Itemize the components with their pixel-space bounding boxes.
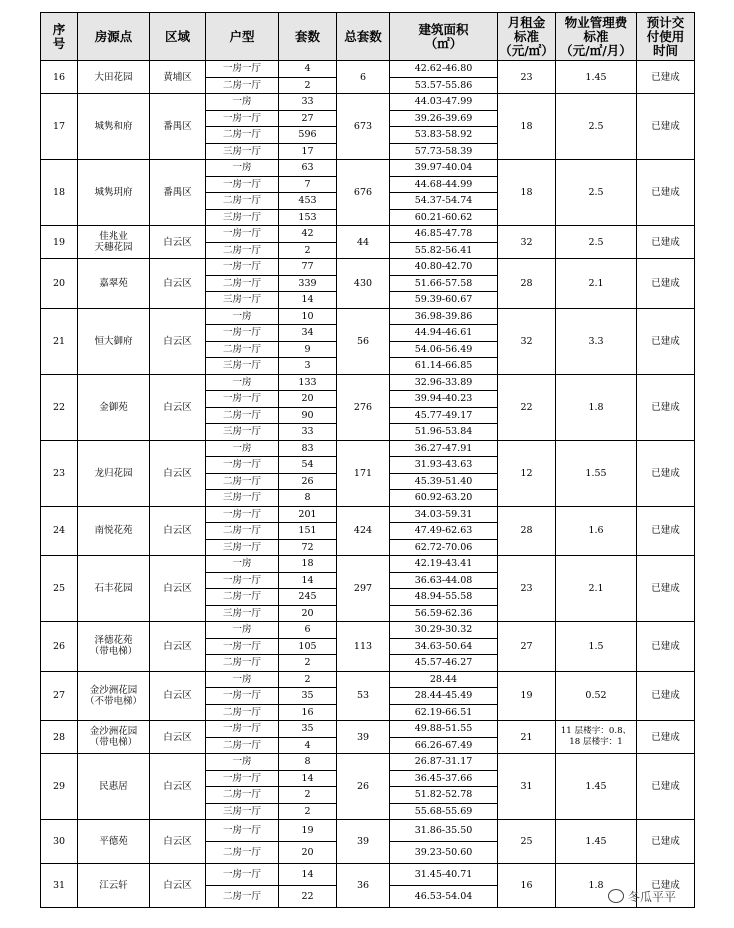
cell-area: 56.59-62.36 xyxy=(390,605,498,622)
cell-district: 番禺区 xyxy=(150,94,206,160)
cell-delivery: 已建成 xyxy=(637,259,695,309)
cell-total: 676 xyxy=(337,160,390,226)
cell-unit-type: 三房一厅 xyxy=(206,292,279,309)
cell-unit-count: 19 xyxy=(279,820,337,842)
cell-unit-count: 2 xyxy=(279,77,337,94)
cell-district: 白云区 xyxy=(150,820,206,864)
column-header: 月租金 标准 （元/㎡） xyxy=(498,13,556,61)
cell-unit-count: 20 xyxy=(279,605,337,622)
cell-unit-type: 一房 xyxy=(206,308,279,325)
column-header: 物业管理费 标准 （元/㎡/月） xyxy=(556,13,637,61)
cell-district: 白云区 xyxy=(150,721,206,754)
cell-no: 24 xyxy=(41,506,78,556)
cell-unit-type: 一房一厅 xyxy=(206,391,279,408)
cell-area: 49.88-51.55 xyxy=(390,721,498,738)
cell-unit-count: 2 xyxy=(279,787,337,804)
column-header: 总套数 xyxy=(337,13,390,61)
cell-area: 60.21-60.62 xyxy=(390,209,498,226)
table-row xyxy=(41,226,695,243)
cell-no: 18 xyxy=(41,160,78,226)
cell-area: 53.57-55.86 xyxy=(390,77,498,94)
cell-unit-type: 二房一厅 xyxy=(206,886,279,908)
cell-unit-count: 4 xyxy=(279,737,337,754)
cell-unit-count: 2 xyxy=(279,671,337,688)
cell-district: 白云区 xyxy=(150,506,206,556)
cell-fee: 2.1 xyxy=(556,556,637,622)
cell-unit-count: 2 xyxy=(279,242,337,259)
cell-district: 白云区 xyxy=(150,374,206,440)
cell-rent: 27 xyxy=(498,622,556,672)
cell-total: 171 xyxy=(337,440,390,506)
cell-delivery: 已建成 xyxy=(637,721,695,754)
cell-unit-count: 151 xyxy=(279,523,337,540)
cell-rent: 28 xyxy=(498,506,556,556)
cell-area: 46.53-54.04 xyxy=(390,886,498,908)
cell-district: 白云区 xyxy=(150,308,206,374)
cell-unit-count: 14 xyxy=(279,864,337,886)
cell-delivery: 已建成 xyxy=(637,820,695,864)
cell-unit-count: 14 xyxy=(279,770,337,787)
cell-unit-count: 16 xyxy=(279,704,337,721)
cell-unit-type: 二房一厅 xyxy=(206,193,279,210)
cell-unit-type: 一房 xyxy=(206,556,279,573)
cell-area: 51.82-52.78 xyxy=(390,787,498,804)
cell-district: 白云区 xyxy=(150,671,206,721)
cell-name: 金沙洲花园 （带电梯） xyxy=(78,721,150,754)
cell-unit-type: 三房一厅 xyxy=(206,209,279,226)
table-row xyxy=(41,160,695,177)
cell-area: 31.45-40.71 xyxy=(390,864,498,886)
table-row xyxy=(41,754,695,771)
cell-area: 31.86-35.50 xyxy=(390,820,498,842)
cell-delivery: 已建成 xyxy=(637,374,695,440)
column-header: 套数 xyxy=(279,13,337,61)
cell-unit-count: 72 xyxy=(279,539,337,556)
cell-fee: 11 层楼宇：0.8、 18 层楼宇：1 xyxy=(556,721,637,754)
cell-unit-count: 201 xyxy=(279,506,337,523)
cell-total: 56 xyxy=(337,308,390,374)
cell-fee: 3.3 xyxy=(556,308,637,374)
cell-fee: 2.1 xyxy=(556,259,637,309)
cell-area: 62.19-66.51 xyxy=(390,704,498,721)
cell-unit-count: 6 xyxy=(279,622,337,639)
cell-rent: 12 xyxy=(498,440,556,506)
cell-district: 番禺区 xyxy=(150,160,206,226)
table-row xyxy=(41,374,695,391)
cell-name: 恒大御府 xyxy=(78,308,150,374)
cell-name: 金沙洲花园 （不带电梯） xyxy=(78,671,150,721)
cell-fee: 2.5 xyxy=(556,94,637,160)
cell-rent: 21 xyxy=(498,721,556,754)
cell-unit-type: 二房一厅 xyxy=(206,77,279,94)
cell-unit-count: 26 xyxy=(279,473,337,490)
cell-unit-count: 8 xyxy=(279,490,337,507)
cell-total: 26 xyxy=(337,754,390,820)
cell-unit-count: 17 xyxy=(279,143,337,160)
cell-no: 19 xyxy=(41,226,78,259)
cell-unit-count: 2 xyxy=(279,655,337,672)
cell-unit-type: 一房一厅 xyxy=(206,506,279,523)
cell-unit-type: 一房一厅 xyxy=(206,572,279,589)
cell-unit-count: 77 xyxy=(279,259,337,276)
cell-fee: 1.55 xyxy=(556,440,637,506)
cell-unit-count: 90 xyxy=(279,407,337,424)
cell-name: 江云轩 xyxy=(78,864,150,908)
cell-name: 石丰花园 xyxy=(78,556,150,622)
cell-no: 23 xyxy=(41,440,78,506)
cell-no: 21 xyxy=(41,308,78,374)
cell-unit-type: 一房 xyxy=(206,440,279,457)
cell-area: 55.82-56.41 xyxy=(390,242,498,259)
cell-name: 南悦花苑 xyxy=(78,506,150,556)
cell-district: 黄埔区 xyxy=(150,61,206,94)
table-row xyxy=(41,506,695,523)
cell-area: 36.98-39.86 xyxy=(390,308,498,325)
cell-area: 45.77-49.17 xyxy=(390,407,498,424)
cell-area: 34.63-50.64 xyxy=(390,638,498,655)
wechat-icon xyxy=(608,889,624,903)
cell-area: 42.19-43.41 xyxy=(390,556,498,573)
cell-no: 29 xyxy=(41,754,78,820)
cell-total: 424 xyxy=(337,506,390,556)
column-header: 区域 xyxy=(150,13,206,61)
cell-area: 48.94-55.58 xyxy=(390,589,498,606)
cell-area: 47.49-62.63 xyxy=(390,523,498,540)
cell-area: 26.87-31.17 xyxy=(390,754,498,771)
cell-area: 66.26-67.49 xyxy=(390,737,498,754)
table-row xyxy=(41,820,695,842)
cell-name: 民惠居 xyxy=(78,754,150,820)
cell-unit-type: 三房一厅 xyxy=(206,424,279,441)
cell-unit-count: 27 xyxy=(279,110,337,127)
cell-no: 26 xyxy=(41,622,78,672)
cell-area: 45.39-51.40 xyxy=(390,473,498,490)
cell-unit-type: 二房一厅 xyxy=(206,242,279,259)
cell-rent: 28 xyxy=(498,259,556,309)
cell-district: 白云区 xyxy=(150,259,206,309)
cell-district: 白云区 xyxy=(150,864,206,908)
cell-unit-type: 三房一厅 xyxy=(206,490,279,507)
cell-fee: 0.52 xyxy=(556,671,637,721)
cell-name: 嘉翠苑 xyxy=(78,259,150,309)
cell-no: 31 xyxy=(41,864,78,908)
cell-unit-type: 三房一厅 xyxy=(206,803,279,820)
cell-area: 36.27-47.91 xyxy=(390,440,498,457)
cell-rent: 18 xyxy=(498,160,556,226)
cell-name: 金御苑 xyxy=(78,374,150,440)
cell-area: 46.85-47.78 xyxy=(390,226,498,243)
cell-area: 32.96-33.89 xyxy=(390,374,498,391)
cell-unit-type: 一房 xyxy=(206,374,279,391)
cell-delivery: 已建成 xyxy=(637,440,695,506)
cell-unit-type: 三房一厅 xyxy=(206,605,279,622)
cell-name: 城隽和府 xyxy=(78,94,150,160)
cell-no: 25 xyxy=(41,556,78,622)
cell-unit-count: 453 xyxy=(279,193,337,210)
cell-no: 17 xyxy=(41,94,78,160)
cell-rent: 23 xyxy=(498,556,556,622)
cell-unit-count: 4 xyxy=(279,61,337,78)
cell-name: 大田花园 xyxy=(78,61,150,94)
cell-unit-count: 339 xyxy=(279,275,337,292)
cell-delivery: 已建成 xyxy=(637,94,695,160)
cell-fee: 1.45 xyxy=(556,820,637,864)
cell-delivery: 已建成 xyxy=(637,622,695,672)
cell-unit-type: 二房一厅 xyxy=(206,341,279,358)
cell-total: 6 xyxy=(337,61,390,94)
cell-unit-type: 二房一厅 xyxy=(206,655,279,672)
cell-unit-count: 133 xyxy=(279,374,337,391)
watermark xyxy=(608,888,676,905)
cell-unit-count: 14 xyxy=(279,292,337,309)
cell-area: 28.44 xyxy=(390,671,498,688)
cell-fee: 2.5 xyxy=(556,226,637,259)
watermark-text: 冬瓜平平 xyxy=(628,890,677,904)
cell-unit-type: 二房一厅 xyxy=(206,473,279,490)
cell-unit-type: 二房一厅 xyxy=(206,523,279,540)
cell-unit-type: 三房一厅 xyxy=(206,539,279,556)
cell-unit-count: 20 xyxy=(279,391,337,408)
cell-unit-count: 35 xyxy=(279,721,337,738)
cell-unit-type: 一房 xyxy=(206,160,279,177)
cell-unit-type: 一房一厅 xyxy=(206,864,279,886)
cell-unit-count: 35 xyxy=(279,688,337,705)
cell-delivery: 已建成 xyxy=(637,61,695,94)
cell-unit-count: 54 xyxy=(279,457,337,474)
cell-delivery: 已建成 xyxy=(637,671,695,721)
cell-fee: 1.6 xyxy=(556,506,637,556)
cell-area: 44.68-44.99 xyxy=(390,176,498,193)
cell-area: 39.94-40.23 xyxy=(390,391,498,408)
cell-unit-type: 二房一厅 xyxy=(206,842,279,864)
table-row xyxy=(41,308,695,325)
cell-fee: 2.5 xyxy=(556,160,637,226)
cell-no: 30 xyxy=(41,820,78,864)
cell-district: 白云区 xyxy=(150,754,206,820)
cell-delivery: 已建成 xyxy=(637,160,695,226)
cell-area: 39.23-50.60 xyxy=(390,842,498,864)
table-row xyxy=(41,671,695,688)
cell-delivery: 已建成 xyxy=(637,864,695,908)
cell-no: 27 xyxy=(41,671,78,721)
cell-delivery: 已建成 xyxy=(637,506,695,556)
cell-total: 276 xyxy=(337,374,390,440)
column-header: 预计交 付使用 时间 xyxy=(637,13,695,61)
cell-total: 297 xyxy=(337,556,390,622)
cell-unit-type: 一房一厅 xyxy=(206,226,279,243)
cell-fee: 1.5 xyxy=(556,622,637,672)
cell-unit-count: 33 xyxy=(279,94,337,111)
cell-unit-type: 一房一厅 xyxy=(206,176,279,193)
cell-unit-type: 一房一厅 xyxy=(206,61,279,78)
cell-unit-count: 14 xyxy=(279,572,337,589)
cell-area: 44.03-47.99 xyxy=(390,94,498,111)
cell-unit-count: 63 xyxy=(279,160,337,177)
cell-no: 20 xyxy=(41,259,78,309)
cell-unit-count: 33 xyxy=(279,424,337,441)
cell-no: 16 xyxy=(41,61,78,94)
cell-district: 白云区 xyxy=(150,226,206,259)
cell-rent: 32 xyxy=(498,226,556,259)
cell-total: 36 xyxy=(337,864,390,908)
column-header: 序 号 xyxy=(41,13,78,61)
cell-unit-type: 三房一厅 xyxy=(206,143,279,160)
header-row xyxy=(41,13,695,61)
table-row xyxy=(41,556,695,573)
cell-area: 53.83-58.92 xyxy=(390,127,498,144)
cell-unit-type: 二房一厅 xyxy=(206,704,279,721)
cell-area: 60.92-63.20 xyxy=(390,490,498,507)
cell-rent: 23 xyxy=(498,61,556,94)
table-row xyxy=(41,94,695,111)
cell-unit-type: 一房一厅 xyxy=(206,259,279,276)
cell-area: 51.66-57.58 xyxy=(390,275,498,292)
cell-rent: 32 xyxy=(498,308,556,374)
cell-unit-type: 二房一厅 xyxy=(206,787,279,804)
cell-total: 39 xyxy=(337,820,390,864)
table-row xyxy=(41,259,695,276)
cell-area: 36.45-37.66 xyxy=(390,770,498,787)
cell-area: 59.39-60.67 xyxy=(390,292,498,309)
cell-unit-count: 153 xyxy=(279,209,337,226)
cell-unit-count: 105 xyxy=(279,638,337,655)
cell-name: 平德苑 xyxy=(78,820,150,864)
cell-total: 113 xyxy=(337,622,390,672)
cell-area: 44.94-46.61 xyxy=(390,325,498,342)
cell-delivery: 已建成 xyxy=(637,308,695,374)
cell-name: 佳兆业 天穗花园 xyxy=(78,226,150,259)
cell-unit-count: 10 xyxy=(279,308,337,325)
column-header: 建筑面积 （㎡） xyxy=(390,13,498,61)
cell-no: 28 xyxy=(41,721,78,754)
cell-no: 22 xyxy=(41,374,78,440)
cell-delivery: 已建成 xyxy=(637,556,695,622)
cell-area: 62.72-70.06 xyxy=(390,539,498,556)
cell-area: 54.37-54.74 xyxy=(390,193,498,210)
cell-unit-count: 7 xyxy=(279,176,337,193)
cell-district: 白云区 xyxy=(150,440,206,506)
cell-area: 55.68-55.69 xyxy=(390,803,498,820)
cell-unit-type: 二房一厅 xyxy=(206,127,279,144)
cell-total: 39 xyxy=(337,721,390,754)
cell-unit-count: 83 xyxy=(279,440,337,457)
cell-unit-type: 一房一厅 xyxy=(206,721,279,738)
cell-area: 31.93-43.63 xyxy=(390,457,498,474)
cell-unit-count: 22 xyxy=(279,886,337,908)
cell-delivery: 已建成 xyxy=(637,226,695,259)
table-row xyxy=(41,622,695,639)
cell-name: 龙归花园 xyxy=(78,440,150,506)
housing-table xyxy=(40,12,695,908)
cell-unit-type: 三房一厅 xyxy=(206,358,279,375)
cell-area: 39.97-40.04 xyxy=(390,160,498,177)
cell-unit-type: 一房一厅 xyxy=(206,688,279,705)
cell-area: 61.14-66.85 xyxy=(390,358,498,375)
cell-area: 30.29-30.32 xyxy=(390,622,498,639)
cell-unit-type: 一房一厅 xyxy=(206,770,279,787)
cell-name: 泽德花苑 （带电梯） xyxy=(78,622,150,672)
cell-unit-count: 245 xyxy=(279,589,337,606)
cell-unit-type: 一房一厅 xyxy=(206,820,279,842)
cell-unit-type: 二房一厅 xyxy=(206,275,279,292)
cell-total: 430 xyxy=(337,259,390,309)
cell-unit-count: 42 xyxy=(279,226,337,243)
cell-district: 白云区 xyxy=(150,622,206,672)
table-body xyxy=(41,61,695,908)
cell-rent: 19 xyxy=(498,671,556,721)
cell-total: 673 xyxy=(337,94,390,160)
cell-unit-count: 20 xyxy=(279,842,337,864)
table-row xyxy=(41,721,695,738)
cell-unit-count: 8 xyxy=(279,754,337,771)
cell-unit-type: 二房一厅 xyxy=(206,589,279,606)
cell-unit-type: 二房一厅 xyxy=(206,737,279,754)
cell-area: 51.96-53.84 xyxy=(390,424,498,441)
cell-area: 45.57-46.27 xyxy=(390,655,498,672)
cell-unit-count: 596 xyxy=(279,127,337,144)
cell-district: 白云区 xyxy=(150,556,206,622)
cell-unit-count: 9 xyxy=(279,341,337,358)
cell-area: 42.62-46.80 xyxy=(390,61,498,78)
cell-unit-type: 一房一厅 xyxy=(206,457,279,474)
cell-unit-type: 一房一厅 xyxy=(206,638,279,655)
cell-fee: 1.45 xyxy=(556,61,637,94)
cell-rent: 22 xyxy=(498,374,556,440)
cell-unit-type: 一房一厅 xyxy=(206,110,279,127)
cell-delivery: 已建成 xyxy=(637,754,695,820)
table-row xyxy=(41,440,695,457)
column-header: 户型 xyxy=(206,13,279,61)
cell-area: 28.44-45.49 xyxy=(390,688,498,705)
cell-rent: 31 xyxy=(498,754,556,820)
table-row xyxy=(41,61,695,78)
table-row xyxy=(41,864,695,886)
cell-unit-count: 34 xyxy=(279,325,337,342)
cell-area: 57.73-58.39 xyxy=(390,143,498,160)
cell-unit-count: 3 xyxy=(279,358,337,375)
cell-total: 44 xyxy=(337,226,390,259)
column-header: 房源点 xyxy=(78,13,150,61)
cell-area: 54.06-56.49 xyxy=(390,341,498,358)
cell-total: 53 xyxy=(337,671,390,721)
cell-unit-count: 2 xyxy=(279,803,337,820)
cell-area: 40.80-42.70 xyxy=(390,259,498,276)
cell-area: 39.26-39.69 xyxy=(390,110,498,127)
cell-unit-type: 一房 xyxy=(206,671,279,688)
cell-unit-type: 一房 xyxy=(206,622,279,639)
cell-unit-type: 一房 xyxy=(206,754,279,771)
cell-fee: 1.45 xyxy=(556,754,637,820)
cell-unit-type: 一房 xyxy=(206,94,279,111)
cell-area: 36.63-44.08 xyxy=(390,572,498,589)
cell-fee: 1.8 xyxy=(556,864,637,908)
cell-rent: 25 xyxy=(498,820,556,864)
cell-unit-count: 18 xyxy=(279,556,337,573)
cell-unit-type: 二房一厅 xyxy=(206,407,279,424)
cell-area: 34.03-59.31 xyxy=(390,506,498,523)
cell-fee: 1.8 xyxy=(556,374,637,440)
cell-unit-type: 一房一厅 xyxy=(206,325,279,342)
cell-name: 城隽玥府 xyxy=(78,160,150,226)
cell-rent: 18 xyxy=(498,94,556,160)
cell-rent: 16 xyxy=(498,864,556,908)
